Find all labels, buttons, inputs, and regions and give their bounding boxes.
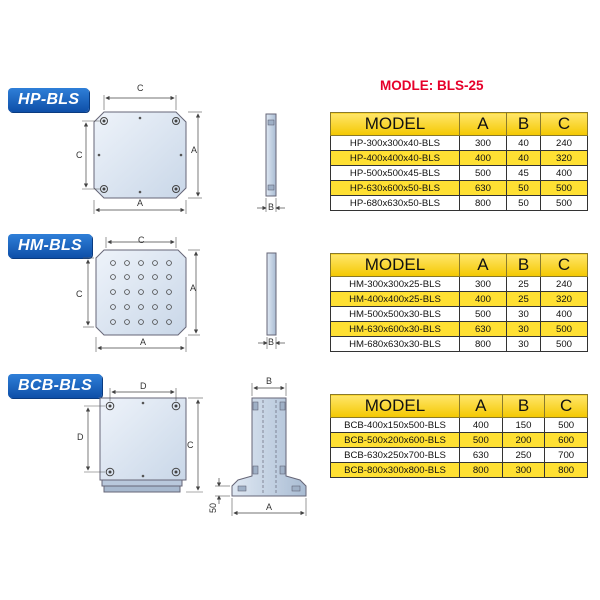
table-header-row [331,254,588,277]
hp-side-view [257,114,285,212]
bcb-spec-table [330,394,588,478]
cell: 30 [506,337,540,352]
hp-dim-top: C [137,83,144,93]
cell: BCB-630x250x700-BLS [331,448,460,463]
bcb-side-view [215,383,306,516]
cell: 30 [506,307,540,322]
hm-spec-table [330,253,588,352]
col-model: MODEL [331,254,460,277]
cell: 240 [541,136,588,151]
cell: 500 [460,307,507,322]
cell: 630 [460,322,507,337]
cell: 500 [460,166,507,181]
col-c: C [545,395,588,418]
bcb-dim-left: D [77,432,84,442]
table-row [331,418,588,433]
section-badge-hp: HP-BLS [8,88,89,112]
col-a: A [460,395,503,418]
cell: 800 [460,196,507,211]
cell: HM-400x400x25-BLS [331,292,460,307]
hp-front-view [82,95,202,214]
cell: 800 [545,463,588,478]
cell: 400 [460,292,507,307]
hm-dim-side: B [268,337,275,347]
hm-dim-top: C [138,235,145,245]
bcb-dim-top: D [140,381,147,391]
cell: 320 [541,151,588,166]
cell: 630 [460,448,503,463]
cell: HM-300x300x25-BLS [331,277,460,292]
hm-dim-left: C [76,289,83,299]
hm-dim-right: A [190,283,197,293]
cell: HP-630x600x50-BLS [331,181,460,196]
cell: 400 [460,151,507,166]
table-header-row [331,113,588,136]
table-row [331,337,588,352]
hp-spec-table [330,112,588,211]
cell: BCB-500x200x600-BLS [331,433,460,448]
col-a: A [460,113,507,136]
cell: 300 [460,136,507,151]
table-row [331,166,588,181]
col-b: B [502,395,545,418]
table-row [331,136,588,151]
table-row [331,196,588,211]
table-row [331,322,588,337]
hm-front-view [83,237,200,352]
hm-dim-bottom: A [140,337,147,347]
cell: HM-630x600x30-BLS [331,322,460,337]
table-row [331,463,588,478]
table-row [331,448,588,463]
table-row [331,433,588,448]
table-row [331,181,588,196]
col-b: B [506,254,540,277]
cell: 800 [460,337,507,352]
cell: 500 [541,196,588,211]
section-badge-bcb: BCB-BLS [8,374,102,398]
bcb-dim-side-top: B [266,376,273,386]
cell: HM-680x630x30-BLS [331,337,460,352]
cell: 40 [506,136,540,151]
table-row [331,307,588,322]
cell: 45 [506,166,540,181]
col-model: MODEL [331,395,460,418]
bcb-dim-base-height: 50 [208,502,218,513]
section-badge-hm: HM-BLS [8,234,92,258]
bcb-dim-right: C [187,440,194,450]
cell: 150 [502,418,545,433]
cell: 800 [460,463,503,478]
cell: HM-500x500x30-BLS [331,307,460,322]
col-a: A [460,254,507,277]
cell: 250 [502,448,545,463]
cell: BCB-800x300x800-BLS [331,463,460,478]
cell: 600 [545,433,588,448]
bcb-dim-side-bottom: A [266,502,273,512]
cell: 40 [506,151,540,166]
cell: 320 [541,292,588,307]
cell: 30 [506,322,540,337]
cell: 300 [460,277,507,292]
cell: 25 [506,277,540,292]
hp-dim-left: C [76,150,83,160]
cell: 500 [541,181,588,196]
hp-dim-right: A [191,145,198,155]
cell: HP-300x300x40-BLS [331,136,460,151]
cell: HP-400x400x40-BLS [331,151,460,166]
model-series-label: MODLE: BLS-25 [380,78,484,93]
cell: 700 [545,448,588,463]
table-header-row [331,395,588,418]
cell: 400 [541,307,588,322]
bcb-front-view [84,388,203,492]
cell: 200 [502,433,545,448]
col-c: C [541,113,588,136]
cell: 300 [502,463,545,478]
hm-side-view [258,253,285,349]
cell: 50 [506,181,540,196]
col-b: B [506,113,540,136]
col-c: C [541,254,588,277]
cell: 500 [541,322,588,337]
cell: 500 [541,337,588,352]
cell: BCB-400x150x500-BLS [331,418,460,433]
cell: 500 [545,418,588,433]
table-row [331,292,588,307]
cell: 400 [460,418,503,433]
cell: 240 [541,277,588,292]
table-row [331,277,588,292]
col-model: MODEL [331,113,460,136]
hp-dim-side: B [268,202,275,212]
cell: 400 [541,166,588,181]
cell: HP-680x630x50-BLS [331,196,460,211]
cell: 50 [506,196,540,211]
cell: HP-500x500x45-BLS [331,166,460,181]
cell: 25 [506,292,540,307]
cell: 500 [460,433,503,448]
hp-dim-bottom: A [137,198,144,208]
table-row [331,151,588,166]
cell: 630 [460,181,507,196]
